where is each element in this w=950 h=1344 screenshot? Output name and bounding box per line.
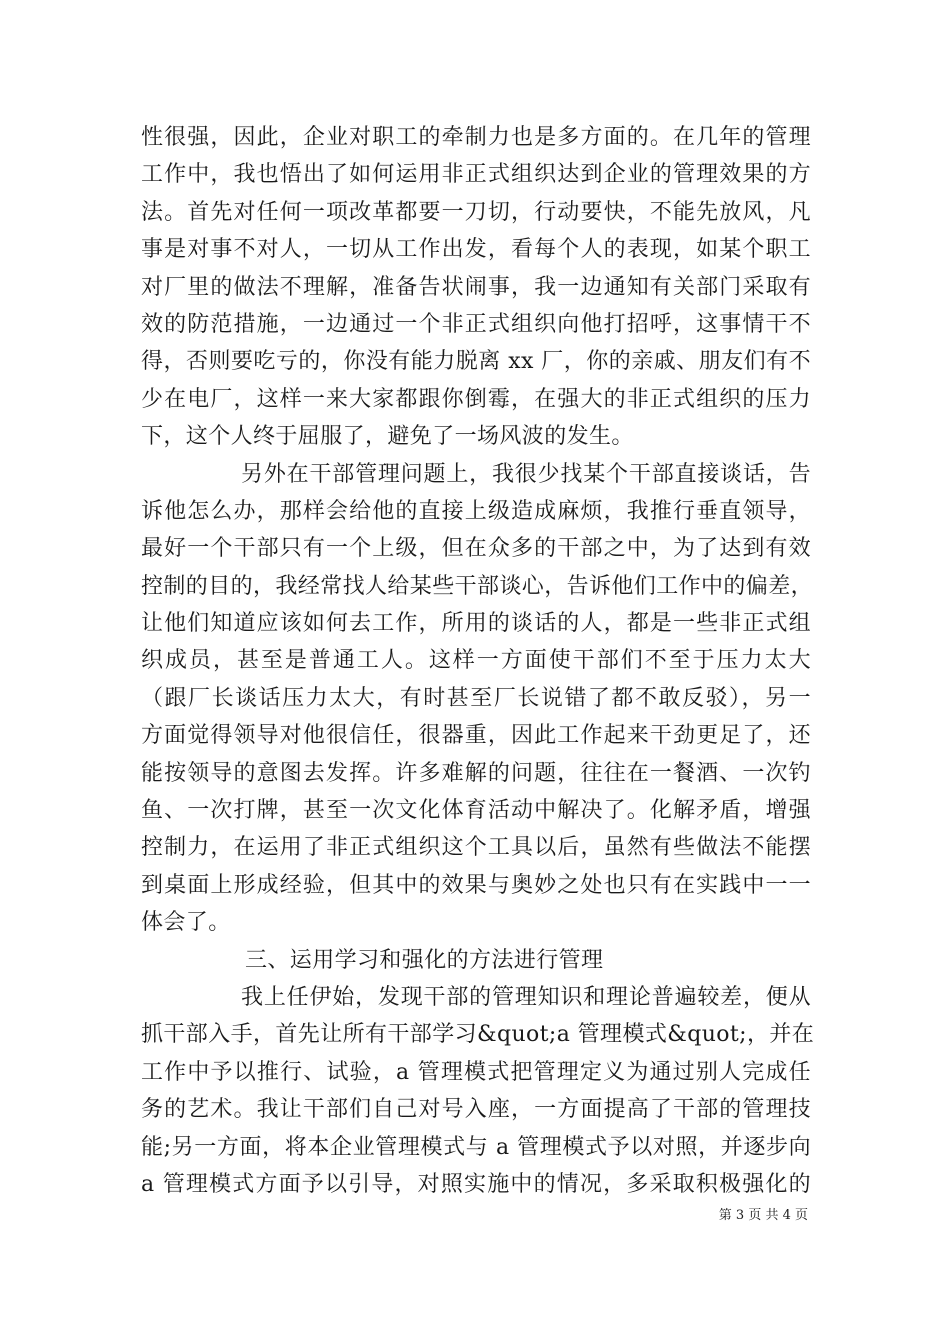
text-line: 得，否则要吃亏的，你没有能力脱离 xx 厂，你的亲戚、朋友们有不 bbox=[141, 349, 811, 375]
text-line: 工作中予以推行、试验，a 管理模式把管理定义为通过别人完成任 bbox=[141, 1059, 811, 1085]
text-line: 下，这个人终于屈服了，避免了一场风波的发生。 bbox=[141, 424, 634, 450]
text-line: 鱼、一次打牌，甚至一次文化体育活动中解决了。化解矛盾，增强 bbox=[141, 798, 811, 824]
text-line: 能按领导的意图去发挥。许多难解的问题，往往在一餐酒、一次钓 bbox=[141, 760, 811, 786]
document-body bbox=[141, 119, 815, 1203]
text-line: 织成员，甚至是普通工人。这样一方面使干部们不至于压力太大 bbox=[141, 648, 811, 674]
text-line: 性很强，因此，企业对职工的牵制力也是多方面的。在几年的管理 bbox=[141, 125, 811, 150]
text-line: 最好一个干部只有一个上级，但在众多的干部之中，为了达到有效 bbox=[141, 536, 811, 562]
text-line: 诉他怎么办，那样会给他的直接上级造成麻烦，我推行垂直领导， bbox=[141, 498, 811, 524]
text-line: 法。首先对任何一项改革都要一刀切，行动要快，不能先放风，凡 bbox=[141, 199, 811, 225]
text-line: 务的艺术。我让干部们自己对号入座，一方面提高了干部的管理技 bbox=[141, 1097, 811, 1123]
section-heading: 三、运用学习和强化的方法进行管理 bbox=[245, 947, 604, 973]
text-line: 控制力，在运用了非正式组织这个工具以后，虽然有些做法不能摆 bbox=[141, 835, 811, 861]
text-line: a 管理模式方面予以引导，对照实施中的情况，多采取积极强化的 bbox=[141, 1171, 811, 1197]
text-line: 控制的目的，我经常找人给某些干部谈心，告诉他们工作中的偏差， bbox=[141, 573, 814, 599]
text-line: 方面觉得领导对他很信任，很器重，因此工作起来干劲更足了，还 bbox=[141, 723, 811, 749]
text-line: 能;另一方面，将本企业管理模式与 a 管理模式予以对照，并逐步向 bbox=[141, 1134, 811, 1160]
page-number-footer: 第 3 页 共 4 页 bbox=[718, 1208, 808, 1223]
paragraph-first-line: 我上任伊始，发现干部的管理知识和理论普遍较差，便从 bbox=[241, 984, 811, 1010]
text-line: 到桌面上形成经验，但其中的效果与奥妙之处也只有在实践中一一 bbox=[141, 872, 811, 898]
text-line: 让他们知道应该如何去工作，所用的谈话的人，都是一些非正式组 bbox=[141, 611, 811, 637]
text-line: 工作中，我也悟出了如何运用非正式组织达到企业的管理效果的方 bbox=[141, 162, 811, 188]
text-line: 少在电厂，这样一来大家都跟你倒霉，在强大的非正式组织的压力 bbox=[141, 386, 811, 412]
text-line: （跟厂长谈话压力太大，有时甚至厂长说错了都不敢反驳），另一 bbox=[141, 685, 811, 711]
text-line: 事是对事不对人，一切从工作出发，看每个人的表现，如某个职工 bbox=[141, 237, 811, 263]
paragraph-first-line: 另外在干部管理问题上，我很少找某个干部直接谈话，告 bbox=[241, 461, 811, 487]
text-line: 体会了。 bbox=[141, 910, 231, 936]
text-line: 效的防范措施，一边通过一个非正式组织向他打招呼，这事情干不 bbox=[141, 311, 811, 337]
text-line: 对厂里的做法不理解，准备告状闹事，我一边通知有关部门采取有 bbox=[141, 274, 811, 300]
text-line: 抓干部入手，首先让所有干部学习&quot;a 管理模式&quot;，并在 bbox=[141, 1022, 815, 1048]
